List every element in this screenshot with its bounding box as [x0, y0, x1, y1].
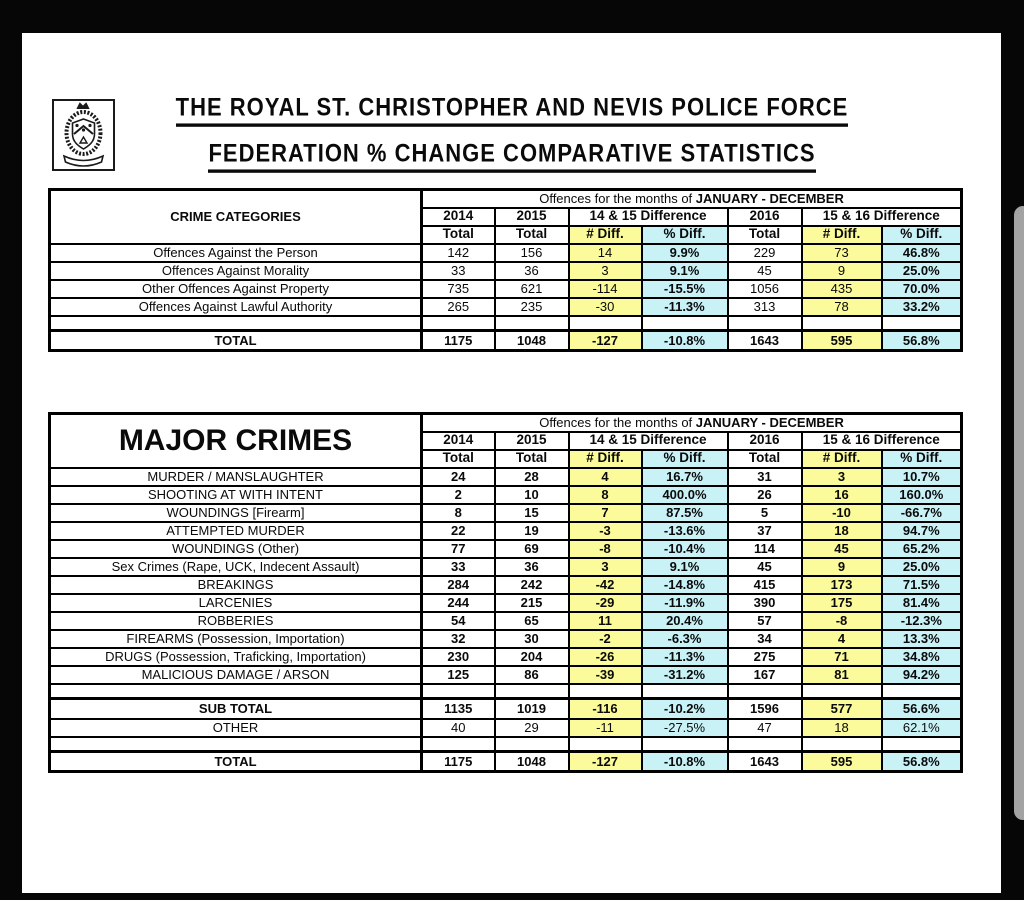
cell-value: [495, 684, 569, 699]
cell-value: -31.2%: [642, 666, 728, 684]
cell-value: 69: [495, 540, 569, 558]
row-label: [50, 684, 422, 699]
cell-value: -27.5%: [642, 719, 728, 737]
cell-value: -6.3%: [642, 630, 728, 648]
cell-value: 415: [728, 576, 802, 594]
subheader-total: Total: [728, 450, 802, 468]
cell-value: 1596: [728, 699, 802, 719]
major-crimes-section: [48, 412, 963, 773]
spacer-row: [50, 316, 962, 331]
period-range: JANUARY - DECEMBER: [695, 414, 844, 430]
cell-value: -26: [569, 648, 642, 666]
cell-value: -42: [569, 576, 642, 594]
subheader-total: Total: [422, 226, 495, 244]
cell-value: -10.8%: [642, 752, 728, 772]
subheader-pct-diff: % Diff.: [642, 450, 728, 468]
document-page: [22, 33, 1001, 893]
table-row: [50, 612, 962, 630]
cell-value: 235: [495, 298, 569, 316]
cell-value: -116: [569, 699, 642, 719]
row-label: WOUNDINGS [Firearm]: [50, 504, 422, 522]
table-row: [50, 468, 962, 486]
cell-value: 34.8%: [882, 648, 962, 666]
cell-value: 595: [802, 331, 882, 351]
cell-value: [642, 316, 728, 331]
cell-value: 71.5%: [882, 576, 962, 594]
row-label: TOTAL: [50, 331, 422, 351]
cell-value: [802, 684, 882, 699]
cell-value: 9.1%: [642, 558, 728, 576]
cell-value: 1048: [495, 331, 569, 351]
cell-value: 47: [728, 719, 802, 737]
period-prefix: Offences for the months of: [539, 190, 696, 206]
table-row: [50, 699, 962, 719]
cell-value: 33: [422, 262, 495, 280]
table-title: MAJOR CRIMES: [50, 414, 422, 468]
table-header: [50, 414, 962, 468]
table-body: [50, 244, 962, 351]
table-row: [50, 486, 962, 504]
cell-value: 125: [422, 666, 495, 684]
cell-value: 400.0%: [642, 486, 728, 504]
cell-value: 81: [802, 666, 882, 684]
subheader-num-diff: # Diff.: [802, 450, 882, 468]
cell-value: 3: [569, 262, 642, 280]
cell-value: 25.0%: [882, 262, 962, 280]
col-header-2014: 2014: [422, 432, 495, 450]
subheader-pct-diff: % Diff.: [642, 226, 728, 244]
row-label: MURDER / MANSLAUGHTER: [50, 468, 422, 486]
cell-value: 215: [495, 594, 569, 612]
col-header-14-15-difference: 14 & 15 Difference: [569, 208, 728, 226]
cell-value: 30: [495, 630, 569, 648]
crime-categories-table: [48, 188, 963, 352]
cell-value: 10: [495, 486, 569, 504]
cell-value: 2: [422, 486, 495, 504]
cell-value: 735: [422, 280, 495, 298]
cell-value: -10.4%: [642, 540, 728, 558]
cell-value: 28: [495, 468, 569, 486]
cell-value: 16: [802, 486, 882, 504]
period-prefix: Offences for the months of: [539, 414, 696, 430]
cell-value: 175: [802, 594, 882, 612]
cell-value: -14.8%: [642, 576, 728, 594]
cell-value: [495, 737, 569, 752]
cell-value: -114: [569, 280, 642, 298]
period-range: JANUARY - DECEMBER: [695, 190, 844, 206]
subheader-total: Total: [495, 226, 569, 244]
cell-value: -10: [802, 504, 882, 522]
cell-value: 20.4%: [642, 612, 728, 630]
cell-value: 33.2%: [882, 298, 962, 316]
cell-value: [728, 737, 802, 752]
cell-value: -127: [569, 752, 642, 772]
cell-value: [642, 684, 728, 699]
cell-value: 34: [728, 630, 802, 648]
cell-value: 1175: [422, 331, 495, 351]
spacer-row: [50, 737, 962, 752]
cell-value: 11: [569, 612, 642, 630]
cell-value: 313: [728, 298, 802, 316]
cell-value: -10.2%: [642, 699, 728, 719]
cell-value: 577: [802, 699, 882, 719]
cell-value: 1019: [495, 699, 569, 719]
cell-value: [495, 316, 569, 331]
table-body: [50, 468, 962, 772]
cell-value: 230: [422, 648, 495, 666]
cell-value: 4: [802, 630, 882, 648]
cell-value: 78: [802, 298, 882, 316]
cell-value: 18: [802, 719, 882, 737]
cell-value: 73: [802, 244, 882, 262]
cell-value: 7: [569, 504, 642, 522]
table-row: [50, 576, 962, 594]
table-row: [50, 331, 962, 351]
col-header-15-16-difference: 15 & 16 Difference: [802, 432, 962, 450]
cell-value: -11.9%: [642, 594, 728, 612]
cell-value: 19: [495, 522, 569, 540]
row-label: Other Offences Against Property: [50, 280, 422, 298]
subheader-pct-diff: % Diff.: [882, 450, 962, 468]
cell-value: 45: [802, 540, 882, 558]
cell-value: 229: [728, 244, 802, 262]
row-label: TOTAL: [50, 752, 422, 772]
cell-value: 56.6%: [882, 699, 962, 719]
cell-value: 1643: [728, 331, 802, 351]
cell-value: 16.7%: [642, 468, 728, 486]
row-label: LARCENIES: [50, 594, 422, 612]
cell-value: 86: [495, 666, 569, 684]
cell-value: 142: [422, 244, 495, 262]
cell-value: 22: [422, 522, 495, 540]
table-row: [50, 504, 962, 522]
col-header-2015: 2015: [495, 208, 569, 226]
cell-value: 56.8%: [882, 752, 962, 772]
cell-value: -3: [569, 522, 642, 540]
subheader-pct-diff: % Diff.: [882, 226, 962, 244]
cell-value: 33: [422, 558, 495, 576]
subheader-total: Total: [422, 450, 495, 468]
row-label: DRUGS (Possession, Traficking, Importation): [50, 648, 422, 666]
row-label: SHOOTING AT WITH INTENT: [50, 486, 422, 504]
cell-value: 204: [495, 648, 569, 666]
cell-value: 244: [422, 594, 495, 612]
cell-value: 275: [728, 648, 802, 666]
cell-value: 24: [422, 468, 495, 486]
cell-value: [882, 684, 962, 699]
cell-value: 57: [728, 612, 802, 630]
table-row: [50, 298, 962, 316]
cell-value: -29: [569, 594, 642, 612]
cell-value: 71: [802, 648, 882, 666]
cell-value: 3: [802, 468, 882, 486]
cell-value: -10.8%: [642, 331, 728, 351]
cell-value: -30: [569, 298, 642, 316]
col-header-14-15-difference: 14 & 15 Difference: [569, 432, 728, 450]
cell-value: -13.6%: [642, 522, 728, 540]
cell-value: 14: [569, 244, 642, 262]
cell-value: 45: [728, 262, 802, 280]
col-header-2016: 2016: [728, 208, 802, 226]
cell-value: 70.0%: [882, 280, 962, 298]
scrollbar-thumb[interactable]: [1014, 206, 1024, 820]
row-label: FIREARMS (Possession, Importation): [50, 630, 422, 648]
cell-value: 77: [422, 540, 495, 558]
cell-value: 87.5%: [642, 504, 728, 522]
cell-value: 156: [495, 244, 569, 262]
cell-value: -8: [802, 612, 882, 630]
cell-value: 15: [495, 504, 569, 522]
cell-value: 9: [802, 558, 882, 576]
cell-value: 595: [802, 752, 882, 772]
cell-value: 65: [495, 612, 569, 630]
cell-value: 36: [495, 262, 569, 280]
cell-value: 8: [569, 486, 642, 504]
cell-value: -66.7%: [882, 504, 962, 522]
cell-value: 62.1%: [882, 719, 962, 737]
cell-value: 37: [728, 522, 802, 540]
document-subtitle: [117, 141, 907, 171]
cell-value: [642, 737, 728, 752]
cell-value: 4: [569, 468, 642, 486]
cell-value: 1056: [728, 280, 802, 298]
cell-value: 81.4%: [882, 594, 962, 612]
table-row: [50, 540, 962, 558]
cell-value: -15.5%: [642, 280, 728, 298]
col-header-15-16-difference: 15 & 16 Difference: [802, 208, 962, 226]
cell-value: [802, 737, 882, 752]
table-row: [50, 648, 962, 666]
cell-value: 284: [422, 576, 495, 594]
table-row: [50, 522, 962, 540]
cell-value: 3: [569, 558, 642, 576]
cell-value: 56.8%: [882, 331, 962, 351]
cell-value: 390: [728, 594, 802, 612]
table-row: [50, 630, 962, 648]
cell-value: 1135: [422, 699, 495, 719]
cell-value: 265: [422, 298, 495, 316]
row-label: Offences Against the Person: [50, 244, 422, 262]
cell-value: 173: [802, 576, 882, 594]
cell-value: 46.8%: [882, 244, 962, 262]
table-row: [50, 244, 962, 262]
cell-value: 29: [495, 719, 569, 737]
table-header: [50, 190, 962, 244]
cell-value: 65.2%: [882, 540, 962, 558]
row-label: ATTEMPTED MURDER: [50, 522, 422, 540]
table-row: [50, 594, 962, 612]
table-row: [50, 752, 962, 772]
subheader-num-diff: # Diff.: [569, 226, 642, 244]
cell-value: 1175: [422, 752, 495, 772]
table-row: [50, 280, 962, 298]
cell-value: 1643: [728, 752, 802, 772]
cell-value: 9.9%: [642, 244, 728, 262]
cell-value: [882, 737, 962, 752]
cell-value: 621: [495, 280, 569, 298]
subheader-num-diff: # Diff.: [569, 450, 642, 468]
cell-value: [569, 316, 642, 331]
cell-value: 32: [422, 630, 495, 648]
cell-value: 9.1%: [642, 262, 728, 280]
row-label: WOUNDINGS (Other): [50, 540, 422, 558]
cell-value: -11: [569, 719, 642, 737]
cell-value: 18: [802, 522, 882, 540]
table-row: [50, 558, 962, 576]
cell-value: 25.0%: [882, 558, 962, 576]
cell-value: 242: [495, 576, 569, 594]
col-header-2014: 2014: [422, 208, 495, 226]
document-title-text: THE ROYAL ST. CHRISTOPHER AND NEVIS POLICE FORCE: [176, 93, 849, 127]
table-title: CRIME CATEGORIES: [50, 190, 422, 244]
crime-categories-section: [48, 188, 963, 352]
subheader-total: Total: [495, 450, 569, 468]
row-label: [50, 316, 422, 331]
cell-value: 10.7%: [882, 468, 962, 486]
col-header-2016: 2016: [728, 432, 802, 450]
cell-value: [569, 737, 642, 752]
cell-value: [802, 316, 882, 331]
cell-value: [569, 684, 642, 699]
document-subtitle-text: FEDERATION % CHANGE COMPARATIVE STATISTICS: [208, 139, 815, 173]
row-label: OTHER: [50, 719, 422, 737]
row-label: BREAKINGS: [50, 576, 422, 594]
table-row: [50, 262, 962, 280]
spacer-row: [50, 684, 962, 699]
cell-value: 13.3%: [882, 630, 962, 648]
table-row: [50, 666, 962, 684]
police-crest-icon: [52, 99, 115, 171]
cell-value: 45: [728, 558, 802, 576]
cell-value: -127: [569, 331, 642, 351]
cell-value: [422, 316, 495, 331]
cell-value: 36: [495, 558, 569, 576]
document-title: [117, 95, 907, 125]
cell-value: 40: [422, 719, 495, 737]
cell-value: 94.7%: [882, 522, 962, 540]
row-label: Offences Against Lawful Authority: [50, 298, 422, 316]
cell-value: [422, 737, 495, 752]
cell-value: 160.0%: [882, 486, 962, 504]
cell-value: [728, 316, 802, 331]
cell-value: -11.3%: [642, 648, 728, 666]
row-label: ROBBERIES: [50, 612, 422, 630]
cell-value: -8: [569, 540, 642, 558]
cell-value: 167: [728, 666, 802, 684]
row-label: SUB TOTAL: [50, 699, 422, 719]
cell-value: 1048: [495, 752, 569, 772]
col-header-2015: 2015: [495, 432, 569, 450]
major-crimes-table: [48, 412, 963, 773]
cell-value: 8: [422, 504, 495, 522]
cell-value: 435: [802, 280, 882, 298]
cell-value: [882, 316, 962, 331]
cell-value: 94.2%: [882, 666, 962, 684]
cell-value: -12.3%: [882, 612, 962, 630]
row-label: [50, 737, 422, 752]
cell-value: 9: [802, 262, 882, 280]
cell-value: [422, 684, 495, 699]
period-header: [422, 414, 962, 432]
period-header: [422, 190, 962, 208]
cell-value: 31: [728, 468, 802, 486]
table-row: [50, 719, 962, 737]
cell-value: 114: [728, 540, 802, 558]
subheader-num-diff: # Diff.: [802, 226, 882, 244]
cell-value: -11.3%: [642, 298, 728, 316]
cell-value: -39: [569, 666, 642, 684]
cell-value: -2: [569, 630, 642, 648]
row-label: Offences Against Morality: [50, 262, 422, 280]
row-label: Sex Crimes (Rape, UCK, Indecent Assault): [50, 558, 422, 576]
cell-value: 26: [728, 486, 802, 504]
cell-value: 54: [422, 612, 495, 630]
row-label: MALICIOUS DAMAGE / ARSON: [50, 666, 422, 684]
subheader-total: Total: [728, 226, 802, 244]
cell-value: 5: [728, 504, 802, 522]
police-crest-graphic: [54, 101, 113, 169]
cell-value: [728, 684, 802, 699]
